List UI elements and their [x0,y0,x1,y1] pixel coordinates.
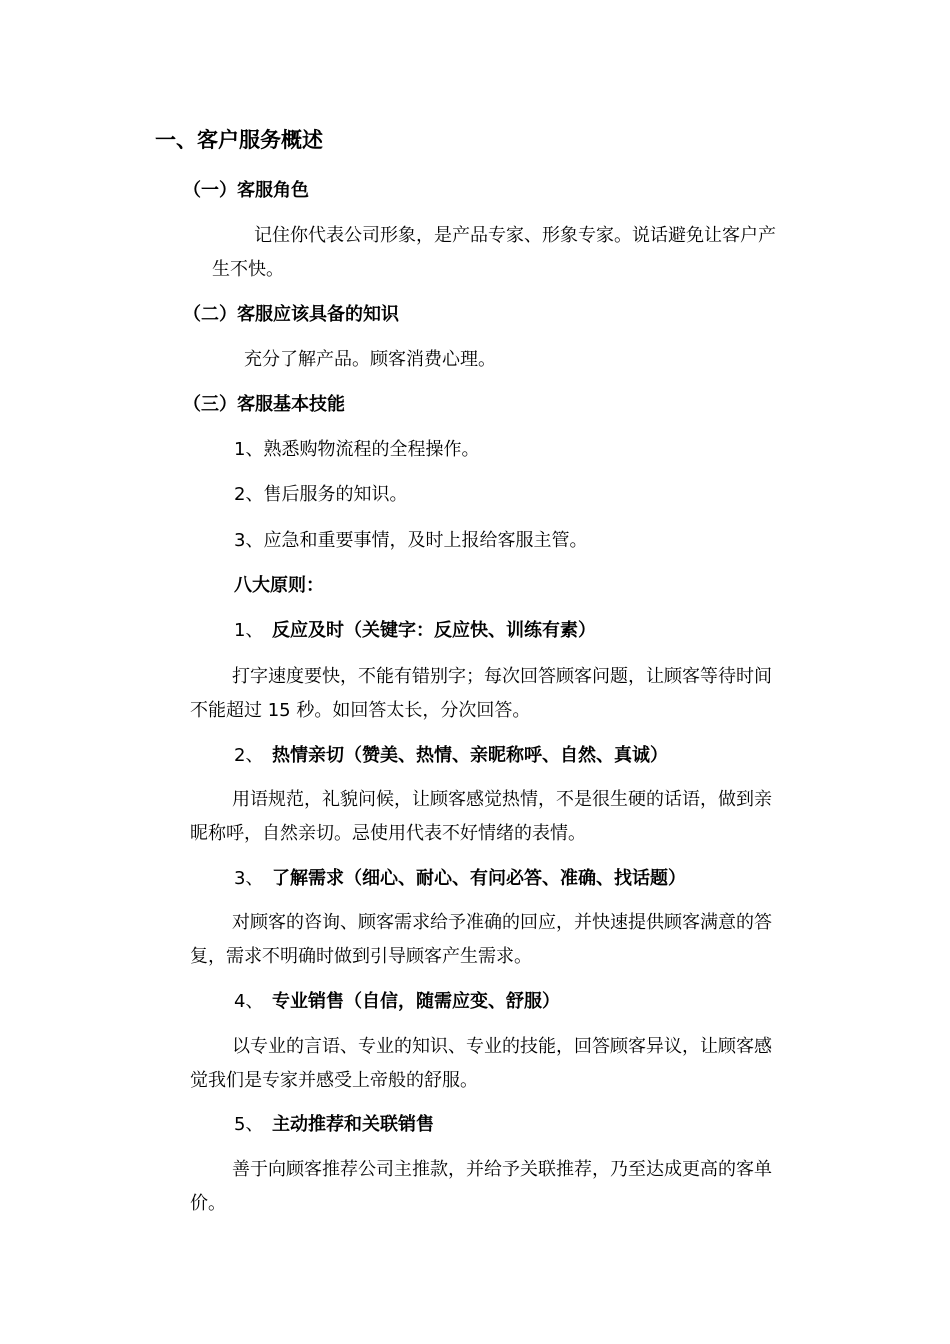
section-role-para-line1: 记住你代表公司形象，是产品专家、形象专家。说话避免让客户产 [254,225,776,246]
principle-4-line1: 以专业的言语、专业的知识、专业的技能，回答顾客异议，让顾客感 [232,1036,772,1057]
principle-1-header [234,618,596,644]
principle-number: 1、 [234,620,264,641]
principle-title: 反应及时（关键字：反应快、训练有素） [272,620,596,641]
section-knowledge-para: 充分了解产品。顾客消费心理。 [244,349,496,370]
principle-2-header [234,743,668,769]
section-heading-role: （一）客服角色 [183,180,309,201]
principle-1-line1: 打字速度要快，不能有错别字；每次回答顾客问题，让顾客等待时间 [232,666,772,687]
principle-1-line2: 不能超过 15 秒。如回答太长，分次回答。 [190,700,531,721]
principle-title: 专业销售（自信，随需应变、舒服） [272,991,560,1012]
principle-title: 主动推荐和关联销售 [272,1114,434,1135]
principle-number: 4、 [234,991,264,1012]
principle-5-header [234,1112,434,1138]
section-role-para-line2: 生不快。 [212,259,284,280]
document-title: 一、客户服务概述 [155,128,323,152]
principle-number: 2、 [234,745,264,766]
principle-5-line2: 价。 [190,1193,226,1214]
principle-5-line1: 善于向顾客推荐公司主推款，并给予关联推荐，乃至达成更高的客单 [232,1159,772,1180]
principle-3-header [234,866,686,892]
principles-heading: 八大原则： [234,575,324,596]
skills-item-2: 2、售后服务的知识。 [234,484,408,505]
principle-number: 5、 [234,1114,264,1135]
principle-title: 热情亲切（赞美、热情、亲昵称呼、自然、真诚） [272,745,668,766]
skills-item-3: 3、应急和重要事情，及时上报给客服主管。 [234,530,588,551]
principle-number: 3、 [234,868,264,889]
principle-2-line2: 昵称呼，自然亲切。忌使用代表不好情绪的表情。 [190,823,586,844]
principle-3-line2: 复，需求不明确时做到引导顾客产生需求。 [190,946,532,967]
skills-item-1: 1、熟悉购物流程的全程操作。 [234,439,480,460]
principle-title: 了解需求（细心、耐心、有问必答、准确、找话题） [272,868,686,889]
principle-4-header [234,989,560,1015]
section-heading-skills: （三）客服基本技能 [183,394,345,415]
section-heading-knowledge: （二）客服应该具备的知识 [183,304,399,325]
principle-4-line2: 觉我们是专家并感受上帝般的舒服。 [190,1070,478,1091]
principle-2-line1: 用语规范，礼貌问候，让顾客感觉热情，不是很生硬的话语，做到亲 [232,789,772,810]
principle-3-line1: 对顾客的咨询、顾客需求给予准确的回应，并快速提供顾客满意的答 [232,912,772,933]
